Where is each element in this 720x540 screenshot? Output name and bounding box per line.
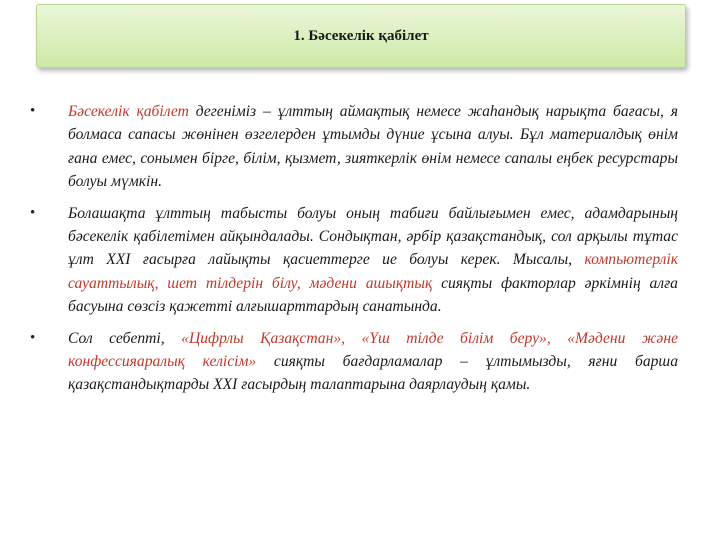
- bullet-2-segment-2: компьютерлік сауаттылық, шет тілдерін білу, мәдени ашықтық: [68, 251, 678, 292]
- bullet-dot-icon: •: [30, 204, 36, 221]
- bullet-2-segment-3: сияқты факторлар әркімнің алға басуына сөзсіз қажетті алғышарттардың санатында.: [68, 274, 678, 316]
- bullet-dot-icon: •: [30, 103, 36, 119]
- bullet-3-segment-3: сияқты бағдарламалар – ұлтымызды, яғни барша қазақстандықтарды XXI ғасырдың талаптарына даярлаудың қамы.: [68, 353, 678, 394]
- bullet-3-segment-1: Сол себепті,: [68, 329, 182, 347]
- bullet-1-segment-1: Бәсекелік қабілет: [68, 103, 189, 120]
- bullet-item-1: [30, 100, 678, 194]
- bullet-dot-icon: •: [30, 329, 36, 346]
- bullet-item-2: [30, 202, 678, 319]
- bullet-1-segment-2: дегеніміз – ұлттың аймақтық немесе жаһандық нарықта бағасы, я болмаса сапасы жөнінен өзгелерден ұтымды дүние ұсына алуы. Бұл материалдық өнім ғана емес, сонымен бірге, білім, қызмет, зияткерлік өнім немесе сапалы еңбек ресурстары болуы мүмкін.: [68, 103, 678, 191]
- bullet-list: [30, 100, 678, 405]
- slide-title-box: [36, 4, 686, 68]
- bullet-3-segment-2: «Цифрлы Қазақстан», «Үш тілде білім беру», «Мәдени және конфессияаралық келісім»: [68, 329, 678, 371]
- slide-title: 1. Бәсекелік қабілет: [293, 27, 429, 44]
- bullet-item-3: [30, 327, 678, 397]
- bullet-2-segment-1: Болашақта ұлттың табысты болуы оның табиғи байлығымен емес, адамдарының бәсекелік қабілетімен айқындалады. Сондықтан, әрбір қазақстандық, сол арқылы тұтас ұлт XXI ғасырға лайықты қасиеттерге ие болуы керек. Мысалы,: [68, 204, 678, 269]
